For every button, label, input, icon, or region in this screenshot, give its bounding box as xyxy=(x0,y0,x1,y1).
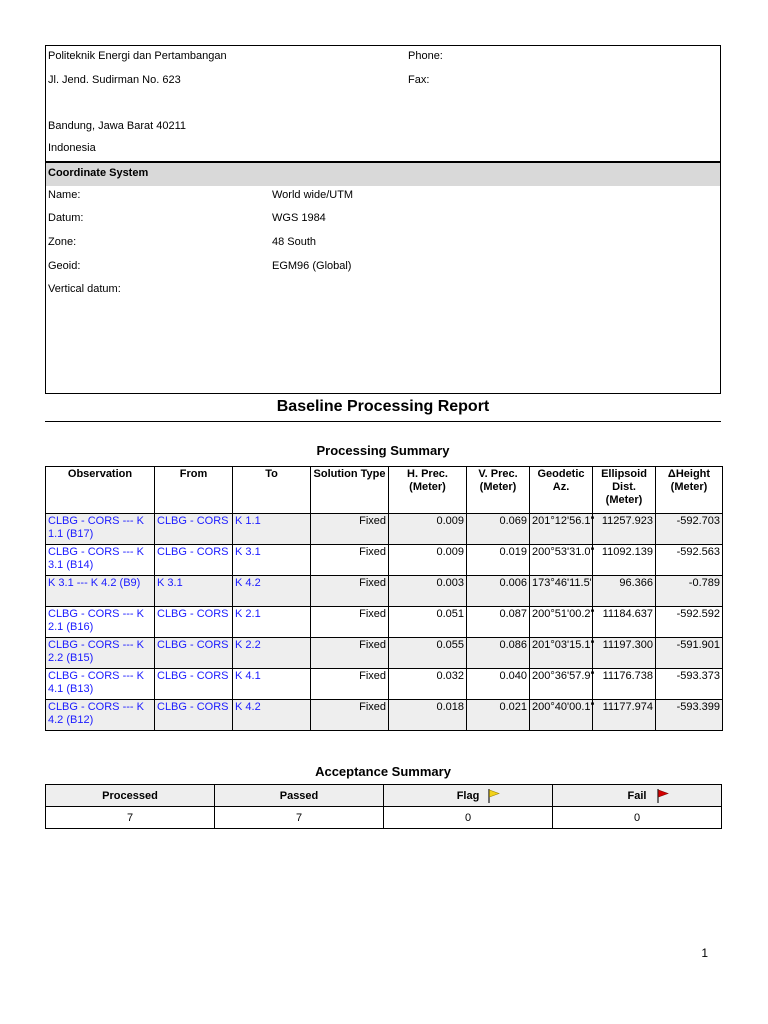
ellipsoid-dist: 96.366 xyxy=(593,576,656,607)
geodetic-az: 200°36'57.9" xyxy=(530,669,593,700)
v-prec: 0.006 xyxy=(467,576,530,607)
cs-value-name: World wide/UTM xyxy=(272,189,354,201)
from-link[interactable]: CLBG - CORS xyxy=(155,700,233,731)
solution-type: Fixed xyxy=(311,576,389,607)
ellipsoid-dist: 11092.139 xyxy=(593,545,656,576)
col-header-to: To xyxy=(233,467,311,514)
geodetic-az: 200°40'00.1" xyxy=(530,700,593,731)
to-link[interactable]: K 4.2 xyxy=(233,700,311,731)
ellipsoid-dist: 11197.300 xyxy=(593,638,656,669)
table-row xyxy=(46,669,723,700)
h-prec: 0.055 xyxy=(389,638,467,669)
observation-link[interactable]: CLBG - CORS --- K 4.1 (B13) xyxy=(46,669,155,700)
report-title: Baseline Processing Report xyxy=(276,398,490,415)
observation-link[interactable]: CLBG - CORS --- K 1.1 (B17) xyxy=(46,514,155,545)
geodetic-az: 173°46'11.5" xyxy=(530,576,593,607)
v-prec: 0.019 xyxy=(467,545,530,576)
col-header-from: From xyxy=(155,467,233,514)
solution-type: Fixed xyxy=(311,545,389,576)
h-prec: 0.009 xyxy=(389,545,467,576)
delta-height: -591.901 xyxy=(656,638,723,669)
processing-summary-table xyxy=(45,466,723,731)
geodetic-az: 200°53'31.0" xyxy=(530,545,593,576)
delta-height: -0.789 xyxy=(656,576,723,607)
processing-summary-title: Processing Summary xyxy=(316,443,450,458)
to-link[interactable]: K 2.2 xyxy=(233,638,311,669)
observation-link[interactable]: CLBG - CORS --- K 2.1 (B16) xyxy=(46,607,155,638)
acc-header-flag-cell xyxy=(384,785,553,807)
cs-label-vertical-datum: Vertical datum: xyxy=(48,283,121,295)
acc-passed-count: 7 xyxy=(215,807,384,829)
acc-processed-count: 7 xyxy=(46,807,215,829)
solution-type: Fixed xyxy=(311,669,389,700)
cs-value-datum: WGS 1984 xyxy=(272,212,326,224)
col-header-h-prec: H. Prec. (Meter) xyxy=(389,467,467,514)
delta-height: -592.703 xyxy=(656,514,723,545)
geodetic-az: 200°51'00.2" xyxy=(530,607,593,638)
table-row xyxy=(46,545,723,576)
to-link[interactable]: K 1.1 xyxy=(233,514,311,545)
table-row xyxy=(46,607,723,638)
page-number: 1 xyxy=(701,946,708,960)
col-header-solution-type: Solution Type xyxy=(311,467,389,514)
company-address-1: Jl. Jend. Sudirman No. 623 xyxy=(48,74,181,86)
table-row xyxy=(46,514,723,545)
from-link[interactable]: CLBG - CORS xyxy=(155,514,233,545)
observation-link[interactable]: K 3.1 --- K 4.2 (B9) xyxy=(46,576,155,607)
to-link[interactable]: K 3.1 xyxy=(233,545,311,576)
fax-label: Fax: xyxy=(408,74,430,86)
acceptance-values-row xyxy=(46,807,722,829)
acc-header-passed: Passed xyxy=(215,785,384,807)
v-prec: 0.086 xyxy=(467,638,530,669)
cs-label-zone: Zone: xyxy=(48,236,77,248)
coordinate-system-title: Coordinate System xyxy=(48,167,149,179)
title-rule xyxy=(45,421,721,422)
col-header-ellipsoid-dist: Ellipsoid Dist. (Meter) xyxy=(593,467,656,514)
v-prec: 0.069 xyxy=(467,514,530,545)
delta-height: -593.399 xyxy=(656,700,723,731)
acceptance-summary-title: Acceptance Summary xyxy=(315,764,451,779)
company-header-box xyxy=(45,45,721,394)
to-link[interactable]: K 4.1 xyxy=(233,669,311,700)
acc-header-processed: Processed xyxy=(46,785,215,807)
solution-type: Fixed xyxy=(311,638,389,669)
v-prec: 0.040 xyxy=(467,669,530,700)
yellow-flag-icon xyxy=(486,788,502,804)
company-country: Indonesia xyxy=(48,142,96,154)
acc-header-fail: Fail xyxy=(627,789,647,802)
company-address-2: Bandung, Jawa Barat 40211 xyxy=(48,120,187,132)
solution-type: Fixed xyxy=(311,700,389,731)
phone-label: Phone: xyxy=(408,50,443,62)
observation-link[interactable]: CLBG - CORS --- K 3.1 (B14) xyxy=(46,545,155,576)
cs-label-geoid: Geoid: xyxy=(48,260,81,272)
from-link[interactable]: CLBG - CORS xyxy=(155,669,233,700)
observation-link[interactable]: CLBG - CORS --- K 2.2 (B15) xyxy=(46,638,155,669)
delta-height: -593.373 xyxy=(656,669,723,700)
from-link[interactable]: CLBG - CORS xyxy=(155,638,233,669)
cs-label-datum: Datum: xyxy=(48,212,84,224)
acc-header-flag: Flag xyxy=(456,789,480,802)
delta-height: -592.563 xyxy=(656,545,723,576)
v-prec: 0.021 xyxy=(467,700,530,731)
acceptance-header-row xyxy=(46,785,722,807)
cs-value-zone: 48 South xyxy=(272,236,317,248)
from-link[interactable]: K 3.1 xyxy=(155,576,233,607)
to-link[interactable]: K 4.2 xyxy=(233,576,311,607)
company-name: Politeknik Energi dan Pertambangan xyxy=(48,50,227,62)
col-header-observation: Observation xyxy=(46,467,155,514)
processing-header-row xyxy=(46,467,723,514)
cs-value-geoid: EGM96 (Global) xyxy=(272,260,352,272)
h-prec: 0.009 xyxy=(389,514,467,545)
from-link[interactable]: CLBG - CORS xyxy=(155,545,233,576)
table-row xyxy=(46,700,723,731)
acceptance-summary-table xyxy=(45,784,722,829)
ellipsoid-dist: 11177.974 xyxy=(593,700,656,731)
h-prec: 0.032 xyxy=(389,669,467,700)
delta-height: -592.592 xyxy=(656,607,723,638)
from-link[interactable]: CLBG - CORS xyxy=(155,607,233,638)
col-header-v-prec: V. Prec. (Meter) xyxy=(467,467,530,514)
acc-fail-count: 0 xyxy=(553,807,722,829)
h-prec: 0.018 xyxy=(389,700,467,731)
geodetic-az: 201°03'15.1" xyxy=(530,638,593,669)
h-prec: 0.051 xyxy=(389,607,467,638)
v-prec: 0.087 xyxy=(467,607,530,638)
to-link[interactable]: K 2.1 xyxy=(233,607,311,638)
solution-type: Fixed xyxy=(311,514,389,545)
red-flag-icon xyxy=(655,788,671,804)
table-row xyxy=(46,638,723,669)
ellipsoid-dist: 11176.738 xyxy=(593,669,656,700)
observation-link[interactable]: CLBG - CORS --- K 4.2 (B12) xyxy=(46,700,155,731)
acc-flag-count: 0 xyxy=(384,807,553,829)
ellipsoid-dist: 11257.923 xyxy=(593,514,656,545)
geodetic-az: 201°12'56.1" xyxy=(530,514,593,545)
col-header-geodetic-az: Geodetic Az. xyxy=(530,467,593,514)
col-header-delta-height: ΔHeight (Meter) xyxy=(656,467,723,514)
h-prec: 0.003 xyxy=(389,576,467,607)
acc-header-fail-cell xyxy=(553,785,722,807)
solution-type: Fixed xyxy=(311,607,389,638)
cs-label-name: Name: xyxy=(48,189,81,201)
ellipsoid-dist: 11184.637 xyxy=(593,607,656,638)
table-row xyxy=(46,576,723,607)
